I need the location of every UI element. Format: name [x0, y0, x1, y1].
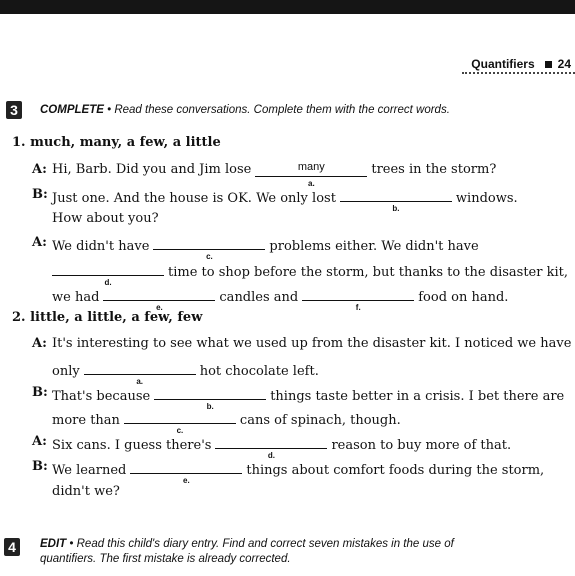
line-text: candles and	[219, 290, 299, 305]
answer-blank[interactable]	[52, 261, 164, 287]
line-text: windows.	[455, 191, 518, 206]
blank-letter: e.	[156, 303, 163, 312]
line-text: problems either. We didn't have	[269, 239, 479, 254]
line-text: only	[52, 364, 80, 379]
line-text: trees in the storm?	[371, 162, 497, 177]
page-number: 24	[557, 57, 571, 71]
instruction-lead: COMPLETE	[40, 104, 104, 116]
blank-letter: a.	[308, 179, 315, 188]
blank-letter: f.	[355, 303, 361, 312]
dialogue-line: didn't we?	[52, 484, 120, 499]
instruction-lead: EDIT	[40, 538, 67, 550]
line-text: We didn't have	[52, 239, 150, 254]
line-text: Hi, Barb. Did you and Jim lose	[52, 162, 252, 177]
speaker: A:	[32, 336, 47, 351]
line-text: we had	[52, 290, 100, 305]
speaker: B:	[32, 187, 48, 202]
line-text: We learned	[52, 463, 127, 478]
line-text: food on hand.	[418, 290, 509, 305]
speaker: A:	[32, 162, 47, 177]
section-2-title: 2. little, a little, a few, few	[12, 310, 203, 325]
exercise-4-badge: 4	[4, 538, 20, 556]
blank-letter: e.	[183, 476, 190, 485]
square-bullet-icon	[545, 61, 552, 68]
speaker: A:	[32, 235, 47, 250]
dialogue-line	[48, 261, 568, 287]
answer-blank[interactable]	[302, 286, 414, 312]
dialogue-line	[52, 434, 512, 460]
dialogue-line	[52, 235, 479, 261]
speaker: B:	[32, 385, 48, 400]
blank-letter: b.	[206, 402, 214, 411]
instruction-text: Read these conversations. Complete them with the correct words.	[114, 104, 450, 116]
blank-letter: c.	[206, 252, 213, 261]
speaker: B:	[32, 459, 48, 474]
filled-answer: many	[297, 161, 325, 173]
line-text: time to shop before the storm, but thanks to the disaster kit,	[168, 265, 568, 280]
line-text: Six cans. I guess there's	[52, 438, 212, 453]
dialogue-line	[52, 286, 509, 312]
dialogue-line	[52, 161, 497, 188]
answer-blank[interactable]	[153, 235, 265, 261]
answer-blank[interactable]	[154, 385, 266, 411]
blank-letter: b.	[392, 204, 400, 213]
line-text: reason to buy more of that.	[331, 438, 512, 453]
exercise-3-badge: 3	[6, 101, 22, 119]
answer-blank[interactable]	[124, 409, 236, 435]
answer-blank[interactable]	[215, 434, 327, 460]
blank-letter: d.	[267, 451, 275, 460]
exercise-4-instruction: EDIT • Read this child's diary entry. Find and correct seven mistakes in the use of quantifiers. The first mistake is already corrected.	[40, 538, 454, 565]
speaker: A:	[32, 434, 47, 449]
line-text: cans of spinach, though.	[239, 413, 401, 428]
dialogue-line	[52, 409, 401, 435]
answer-blank[interactable]	[84, 360, 196, 386]
blank-letter: a.	[136, 377, 144, 386]
line-text: That's because	[52, 389, 151, 404]
line-text: things about comfort foods during the storm,	[246, 463, 545, 478]
answer-blank[interactable]	[340, 187, 452, 213]
dialogue-line	[52, 459, 545, 485]
instruction-text: Read this child's diary entry. Find and correct seven mistakes in the use of	[76, 538, 454, 550]
line-text: hot chocolate left.	[199, 364, 319, 379]
dialogue-line	[52, 360, 319, 386]
answer-blank[interactable]	[130, 459, 242, 485]
dialogue-line: How about you?	[52, 211, 159, 226]
line-text: Just one. And the house is OK. We only lost	[52, 191, 336, 206]
blank-letter: c.	[176, 426, 184, 435]
header-title: Quantifiers	[471, 57, 535, 71]
dialogue-line	[52, 385, 565, 411]
blank-letter: d.	[104, 278, 112, 287]
exercise-3-instruction: COMPLETE • Read these conversations. Complete them with the correct words.	[40, 104, 450, 116]
line-text: things taste better in a crisis. I bet there are	[270, 389, 565, 404]
line-text: more than	[52, 413, 120, 428]
dotted-rule	[462, 72, 575, 74]
top-bar	[0, 0, 575, 14]
answer-blank[interactable]	[255, 161, 367, 188]
answer-blank[interactable]	[103, 286, 215, 312]
instruction-text: quantifiers. The first mistake is already corrected.	[40, 553, 291, 565]
section-1-title: 1. much, many, a few, a little	[12, 135, 221, 150]
dialogue-line: It's interesting to see what we used up from the disaster kit. I noticed we have	[52, 336, 572, 351]
dialogue-line	[52, 187, 518, 213]
running-header	[471, 57, 571, 71]
